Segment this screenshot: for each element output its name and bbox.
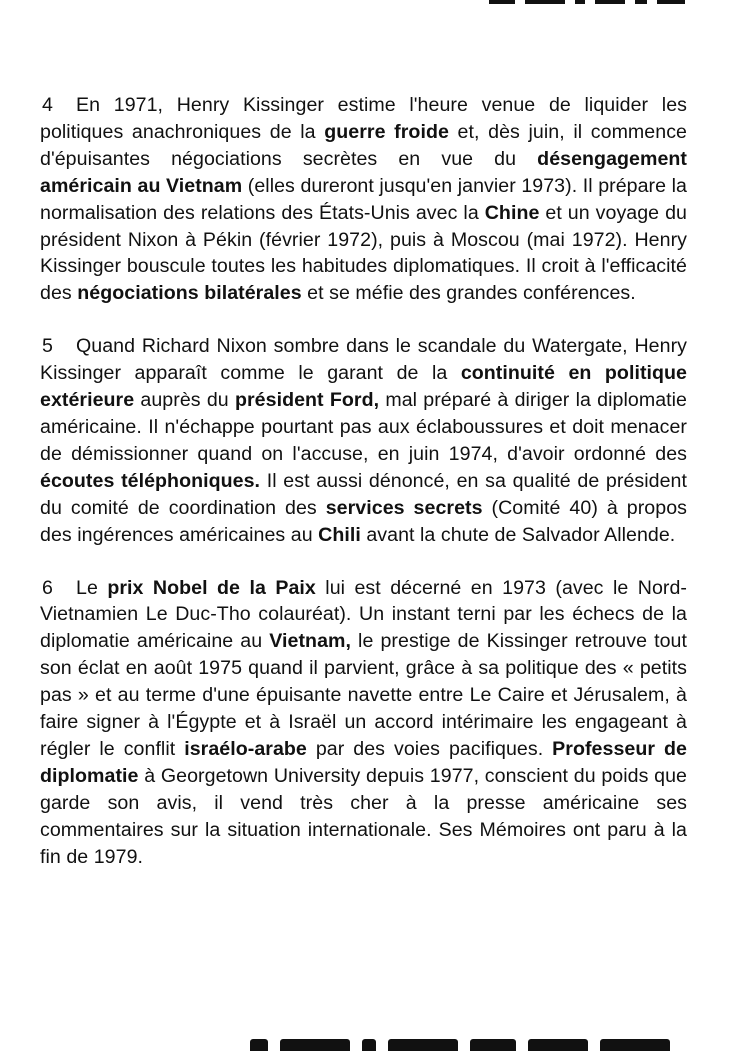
bold-term: services secrets [325, 496, 483, 519]
paragraph-number: 5 [42, 335, 53, 358]
bold-term: continuité en politique extérieure [40, 362, 687, 412]
bold-term: président Ford, [234, 389, 380, 412]
text-run: mal préparé à diriger la diplomatie américaine. Il n'échappe pourtant pas aux éclaboussures et doit menacer de démissionner quand on l'accuse, en juin 1974, d'avoir ordonné des [40, 389, 687, 465]
paragraph-4 [40, 92, 687, 307]
paragraph-number: 6 [42, 576, 53, 599]
text-run: En 1971, Henry Kissinger estime l'heure venue de liquider les politiques anachroniques de la [40, 94, 687, 143]
text-run: et un voyage du président Nixon à Pékin (février 1972), puis à Moscou (mai 1972). Henry Kissinger bouscule toutes les habitudes diplomatiques. Il croit à l'efficacité des [40, 201, 687, 305]
bold-term: négociations bilatérales [77, 282, 302, 305]
text-run: (Comité 40) à propos des ingérences américaines au [40, 496, 687, 546]
bold-term: israélo-arabe [184, 737, 307, 760]
paragraph-text [40, 577, 687, 868]
document-body [40, 92, 687, 870]
bold-term: Chili [318, 523, 361, 546]
text-run: le prestige de Kissinger retrouve tout son éclat en août 1975 quand il parvient, grâce à sa politique des « petits pas » et au terme d'une épuisante navette entre Le Caire et Jérusalem, à faire signer à l'Égypte et à Israël un accord intérimaire les engageant à régler le conflit [40, 630, 687, 760]
bold-term: écoutes téléphoniques. [40, 469, 261, 492]
bold-term: Professeur de diplomatie [40, 737, 687, 787]
text-run: et se méfie des grandes conférences. [301, 282, 636, 305]
bold-term: prix Nobel de la Paix [107, 576, 316, 599]
cropped-heading-fragment [489, 0, 729, 4]
bold-term: Chine [484, 201, 540, 224]
paragraph-number: 4 [42, 94, 53, 116]
paragraph-6 [40, 575, 687, 871]
text-run: à Georgetown University depuis 1977, conscient du poids que garde son avis, il vend très cher à la presse américaine ses commentaires sur la situation internationale. Ses Mémoires ont paru à la fin de 1979. [40, 764, 687, 868]
paragraph-text [40, 94, 687, 304]
text-run: Il est aussi dénoncé, en sa qualité de président du comité de coordination des [40, 469, 687, 519]
text-run: lui est décerné en 1973 (avec le Nord-Vietnamien Le Duc-Tho colauréat). Un instant terni par les échecs de la diplomatie américaine au [40, 576, 688, 653]
text-run: avant la chute de Salvador Allende. [360, 523, 676, 546]
text-run: par des voies pacifiques. [306, 737, 553, 760]
text-run: Quand Richard Nixon sombre dans le scandale du Watergate, Henry Kissinger apparaît comme le garant de la [40, 335, 687, 385]
bold-term: guerre froide [324, 120, 449, 143]
text-run: auprès du [134, 389, 235, 412]
text-run: Le [76, 576, 108, 599]
bold-term: Vietnam, [269, 630, 351, 653]
paragraph-5 [40, 333, 687, 548]
bold-term: désengagement américain au Vietnam [40, 147, 687, 197]
text-run: et, dès juin, il commence d'épuisantes négociations secrètes en vue du [40, 120, 687, 170]
text-run: (elles dureront jusqu'en janvier 1973). Il prépare la normalisation des relations des États-Unis avec la [40, 174, 687, 224]
paragraph-text [40, 335, 687, 545]
